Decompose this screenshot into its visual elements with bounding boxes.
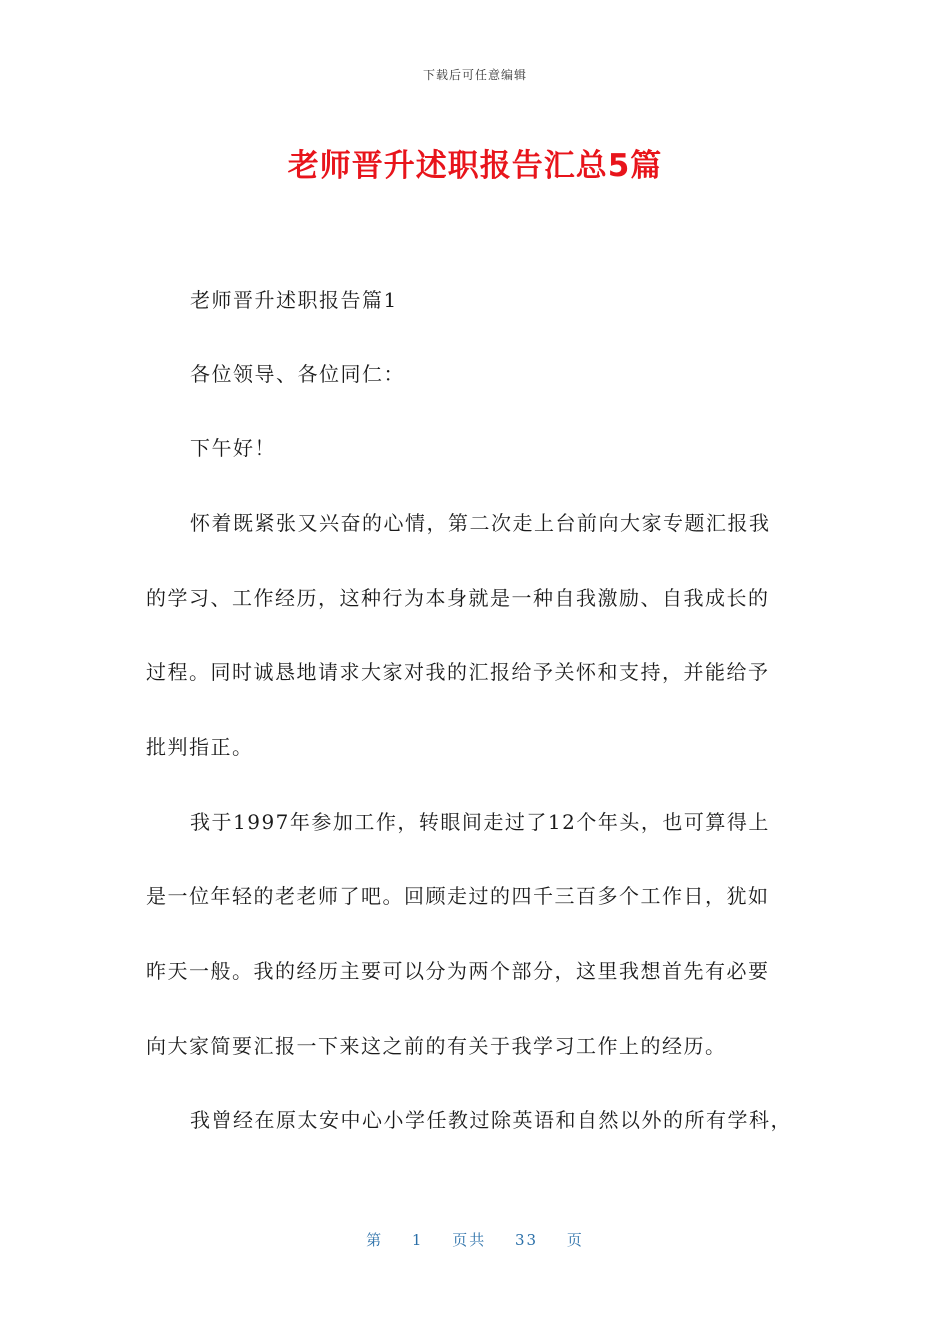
paragraph-line: 我曾经在原太安中心小学任教过除英语和自然以外的所有学科，	[190, 1108, 792, 1132]
greeting: 下午好！	[190, 436, 276, 460]
page-footer	[0, 1229, 950, 1250]
page-number: 1	[411, 1231, 424, 1249]
header-note: 下载后可任意编辑	[422, 68, 527, 82]
page-middle: 页共	[452, 1231, 487, 1249]
paragraph-line: 批判指正。	[146, 735, 254, 759]
paragraph-line: 是一位年轻的老老师了吧。回顾走过的四千三百多个工作日，犹如	[146, 884, 770, 908]
salutation: 各位领导、各位同仁：	[190, 362, 405, 386]
page-suffix: 页	[566, 1231, 584, 1249]
paragraph-line: 怀着既紧张又兴奋的心情，第二次走上台前向大家专题汇报我	[190, 511, 771, 535]
page-prefix: 第	[366, 1231, 384, 1249]
paragraph-line: 向大家简要汇报一下来这之前的有关于我学习工作上的经历。	[146, 1034, 727, 1058]
paragraph-line: 昨天一般。我的经历主要可以分为两个部分，这里我想首先有必要	[146, 959, 770, 983]
document-title: 老师晋升述职报告汇总5篇	[287, 148, 663, 184]
total-pages: 33	[515, 1231, 539, 1249]
paragraph-line: 过程。同时诚恳地请求大家对我的汇报给予关怀和支持，并能给予	[146, 660, 770, 684]
section-heading: 老师晋升述职报告篇1	[190, 288, 398, 312]
paragraph-line: 的学习、工作经历，这种行为本身就是一种自我激励、自我成长的	[146, 586, 770, 610]
paragraph-line: 我于1997年参加工作，转眼间走过了12个年头，也可算得上	[190, 810, 770, 834]
